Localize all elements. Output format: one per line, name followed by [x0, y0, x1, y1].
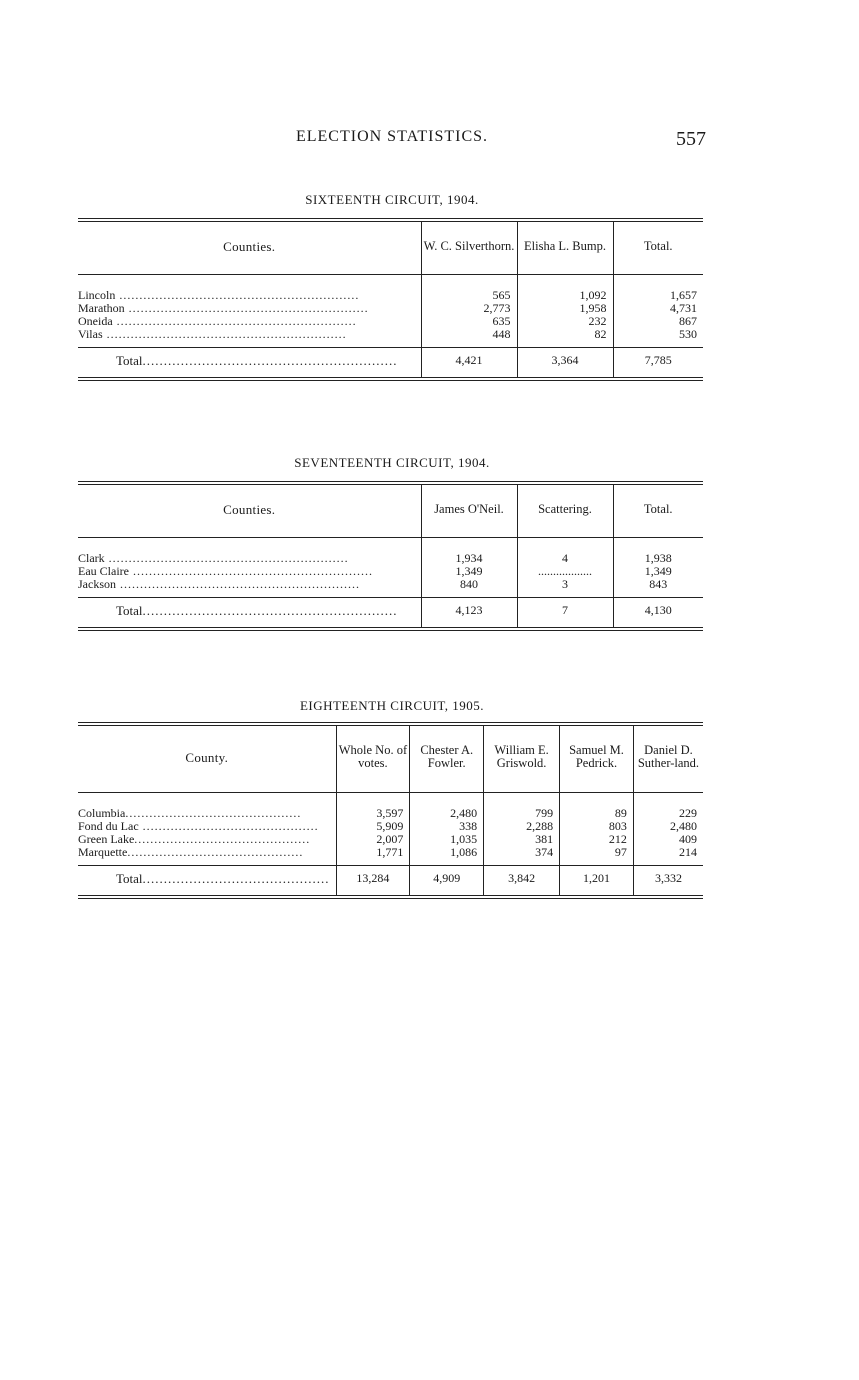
cell-silverthorn: 565: [421, 275, 517, 303]
cell-scattering: ..................: [517, 565, 613, 578]
table-header-row: [78, 483, 703, 538]
cell-total: 1,938: [613, 538, 703, 566]
column-header-county: County.: [78, 724, 336, 793]
cell-oneil: 1,934: [421, 538, 517, 566]
cell-sutherland: 214: [633, 846, 703, 866]
total-oneil: 4,123: [421, 598, 517, 630]
total-scattering: 7: [517, 598, 613, 630]
total-total: 4,130: [613, 598, 703, 630]
cell-whole-votes: 3,597: [336, 793, 410, 821]
cell-pedrick: 97: [560, 846, 634, 866]
total-bump: 3,364: [517, 348, 613, 380]
page-header: [78, 128, 706, 152]
total-fowler: 4,909: [410, 866, 484, 898]
table-row: [78, 328, 703, 348]
cell-oneil: 840: [421, 578, 517, 598]
table-row: [78, 578, 703, 598]
cell-whole-votes: 2,007: [336, 833, 410, 846]
cell-griswold: 799: [484, 793, 560, 821]
total-total: 7,785: [613, 348, 703, 380]
column-header-counties: Counties.: [78, 483, 421, 538]
cell-fowler: 338: [410, 820, 484, 833]
cell-whole-votes: 1,771: [336, 846, 410, 866]
cell-fowler: 2,480: [410, 793, 484, 821]
cell-pedrick: 89: [560, 793, 634, 821]
cell-total: 843: [613, 578, 703, 598]
total-row: [78, 866, 703, 898]
total-silverthorn: 4,421: [421, 348, 517, 380]
page-title: ELECTION STATISTICS.: [295, 128, 489, 145]
eighteenth-circuit-title: EIGHTEENTH CIRCUIT, 1905.: [299, 698, 485, 713]
cell-fowler: 1,035: [410, 833, 484, 846]
cell-griswold: 381: [484, 833, 560, 846]
county-name: Clark ............................................................: [78, 551, 349, 565]
column-header-bump: Elisha L. Bump.: [517, 220, 613, 275]
total-label: Total............................................................: [78, 348, 421, 380]
sixteenth-circuit-table: [78, 218, 703, 381]
column-header-whole-votes: Whole No. of votes.: [336, 724, 410, 793]
county-name: Marathon ............................................................: [78, 302, 369, 315]
cell-griswold: 2,288: [484, 820, 560, 833]
cell-sutherland: 229: [633, 793, 703, 821]
eighteenth-circuit-table: [78, 722, 703, 899]
cell-silverthorn: 635: [421, 315, 517, 328]
column-header-sutherland: Daniel D. Suther-land.: [633, 724, 703, 793]
table-row: [78, 315, 703, 328]
county-name: Marquette............................................: [78, 846, 304, 859]
table-row: [78, 538, 703, 566]
column-header-total: Total.: [613, 483, 703, 538]
table-row: [78, 846, 703, 866]
cell-scattering: 3: [517, 578, 613, 598]
table-row: [78, 793, 703, 821]
total-row: [78, 598, 703, 630]
column-header-counties: Counties.: [78, 220, 421, 275]
cell-bump: 82: [517, 328, 613, 348]
county-name: Jackson ............................................................: [78, 578, 360, 591]
cell-fowler: 1,086: [410, 846, 484, 866]
cell-bump: 1,958: [517, 302, 613, 315]
total-whole-votes: 13,284: [336, 866, 410, 898]
cell-total: 1,657: [613, 275, 703, 303]
cell-whole-votes: 5,909: [336, 820, 410, 833]
page-number: 557: [676, 128, 706, 150]
column-header-pedrick: Samuel M. Pedrick.: [560, 724, 634, 793]
county-name: Oneida ............................................................: [78, 315, 357, 328]
cell-total: 530: [613, 328, 703, 348]
table-header-row: [78, 220, 703, 275]
column-header-fowler: Chester A. Fowler.: [410, 724, 484, 793]
total-label: Total............................................: [78, 866, 336, 898]
column-header-oneil: James O'Neil.: [421, 483, 517, 538]
total-label: Total............................................................: [78, 598, 421, 630]
cell-sutherland: 409: [633, 833, 703, 846]
total-griswold: 3,842: [484, 866, 560, 898]
table-header-row: [78, 724, 703, 793]
total-pedrick: 1,201: [560, 866, 634, 898]
cell-griswold: 374: [484, 846, 560, 866]
table-row: [78, 565, 703, 578]
cell-total: 1,349: [613, 565, 703, 578]
total-sutherland: 3,332: [633, 866, 703, 898]
county-name: Lincoln ............................................................: [78, 288, 360, 302]
cell-silverthorn: 2,773: [421, 302, 517, 315]
cell-oneil: 1,349: [421, 565, 517, 578]
cell-total: 4,731: [613, 302, 703, 315]
county-name: Vilas ............................................................: [78, 328, 347, 341]
county-name: Eau Claire ............................................................: [78, 565, 373, 578]
cell-sutherland: 2,480: [633, 820, 703, 833]
county-name: Columbia............................................: [78, 806, 302, 820]
column-header-griswold: William E. Griswold.: [484, 724, 560, 793]
cell-pedrick: 803: [560, 820, 634, 833]
column-header-silverthorn: W. C. Silverthorn.: [421, 220, 517, 275]
cell-pedrick: 212: [560, 833, 634, 846]
county-name: Green Lake............................................: [78, 833, 311, 846]
cell-bump: 232: [517, 315, 613, 328]
total-row: [78, 348, 703, 380]
county-name: Fond du Lac ............................................: [78, 820, 319, 833]
cell-bump: 1,092: [517, 275, 613, 303]
seventeenth-circuit-table: [78, 481, 703, 631]
cell-total: 867: [613, 315, 703, 328]
table-row: [78, 302, 703, 315]
column-header-scattering: Scattering.: [517, 483, 613, 538]
column-header-total: Total.: [613, 220, 703, 275]
sixteenth-circuit-title: SIXTEENTH CIRCUIT, 1904.: [305, 192, 479, 207]
table-row: [78, 275, 703, 303]
cell-silverthorn: 448: [421, 328, 517, 348]
seventeenth-circuit-title: SEVENTEENTH CIRCUIT, 1904.: [294, 455, 490, 470]
cell-scattering: 4: [517, 538, 613, 566]
